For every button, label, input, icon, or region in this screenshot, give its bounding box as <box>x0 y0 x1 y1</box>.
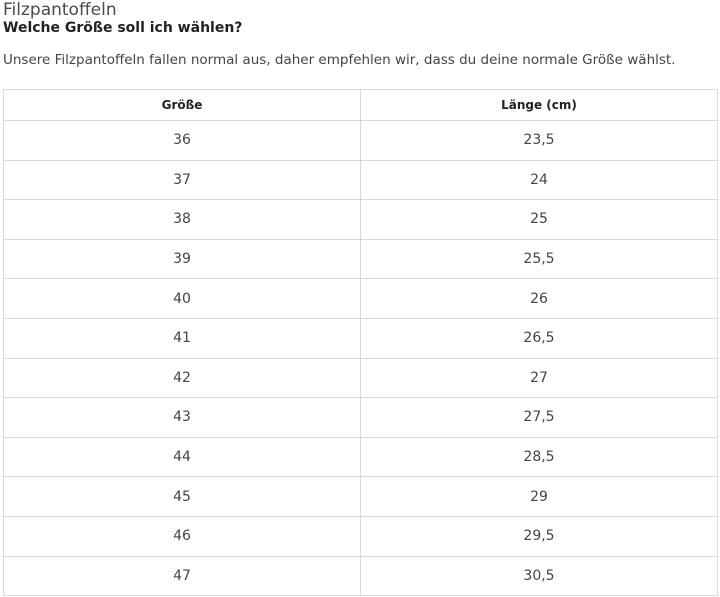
size-cell: 44 <box>4 437 361 477</box>
length-cell: 30,5 <box>361 556 718 596</box>
table-row <box>4 318 718 358</box>
table-row <box>4 437 718 477</box>
length-cell: 25 <box>361 200 718 240</box>
length-cell: 23,5 <box>361 121 718 161</box>
table-body <box>4 121 718 596</box>
length-cell: 29 <box>361 477 718 517</box>
table-row <box>4 358 718 398</box>
column-header-size: Größe <box>4 90 361 121</box>
length-cell: 24 <box>361 160 718 200</box>
size-cell: 39 <box>4 239 361 279</box>
length-cell: 26 <box>361 279 718 319</box>
table-row <box>4 121 718 161</box>
size-cell: 45 <box>4 477 361 517</box>
size-guide <box>3 0 717 584</box>
table-row <box>4 516 718 556</box>
length-cell: 26,5 <box>361 318 718 358</box>
table-row <box>4 160 718 200</box>
length-cell: 29,5 <box>361 516 718 556</box>
size-cell: 43 <box>4 398 361 438</box>
size-cell: 38 <box>4 200 361 240</box>
size-cell: 37 <box>4 160 361 200</box>
length-cell: 28,5 <box>361 437 718 477</box>
table-row <box>4 477 718 517</box>
table-row <box>4 279 718 319</box>
column-header-length: Länge (cm) <box>361 90 718 121</box>
size-cell: 47 <box>4 556 361 596</box>
table-row <box>4 556 718 596</box>
length-cell: 27,5 <box>361 398 718 438</box>
table-row <box>4 398 718 438</box>
page-subtitle: Welche Größe soll ich wählen? <box>3 20 243 36</box>
size-cell: 40 <box>4 279 361 319</box>
page-title: Filzpantoffeln <box>3 0 117 20</box>
length-cell: 27 <box>361 358 718 398</box>
size-cell: 36 <box>4 121 361 161</box>
table-row <box>4 200 718 240</box>
intro-text: Unsere Filzpantoffeln fallen normal aus, daher empfehlen wir, dass du deine normale Größe wählst. <box>3 52 676 68</box>
size-cell: 42 <box>4 358 361 398</box>
table-header-row <box>4 90 718 121</box>
table-row <box>4 239 718 279</box>
size-cell: 41 <box>4 318 361 358</box>
size-cell: 46 <box>4 516 361 556</box>
length-cell: 25,5 <box>361 239 718 279</box>
size-table <box>3 89 718 596</box>
